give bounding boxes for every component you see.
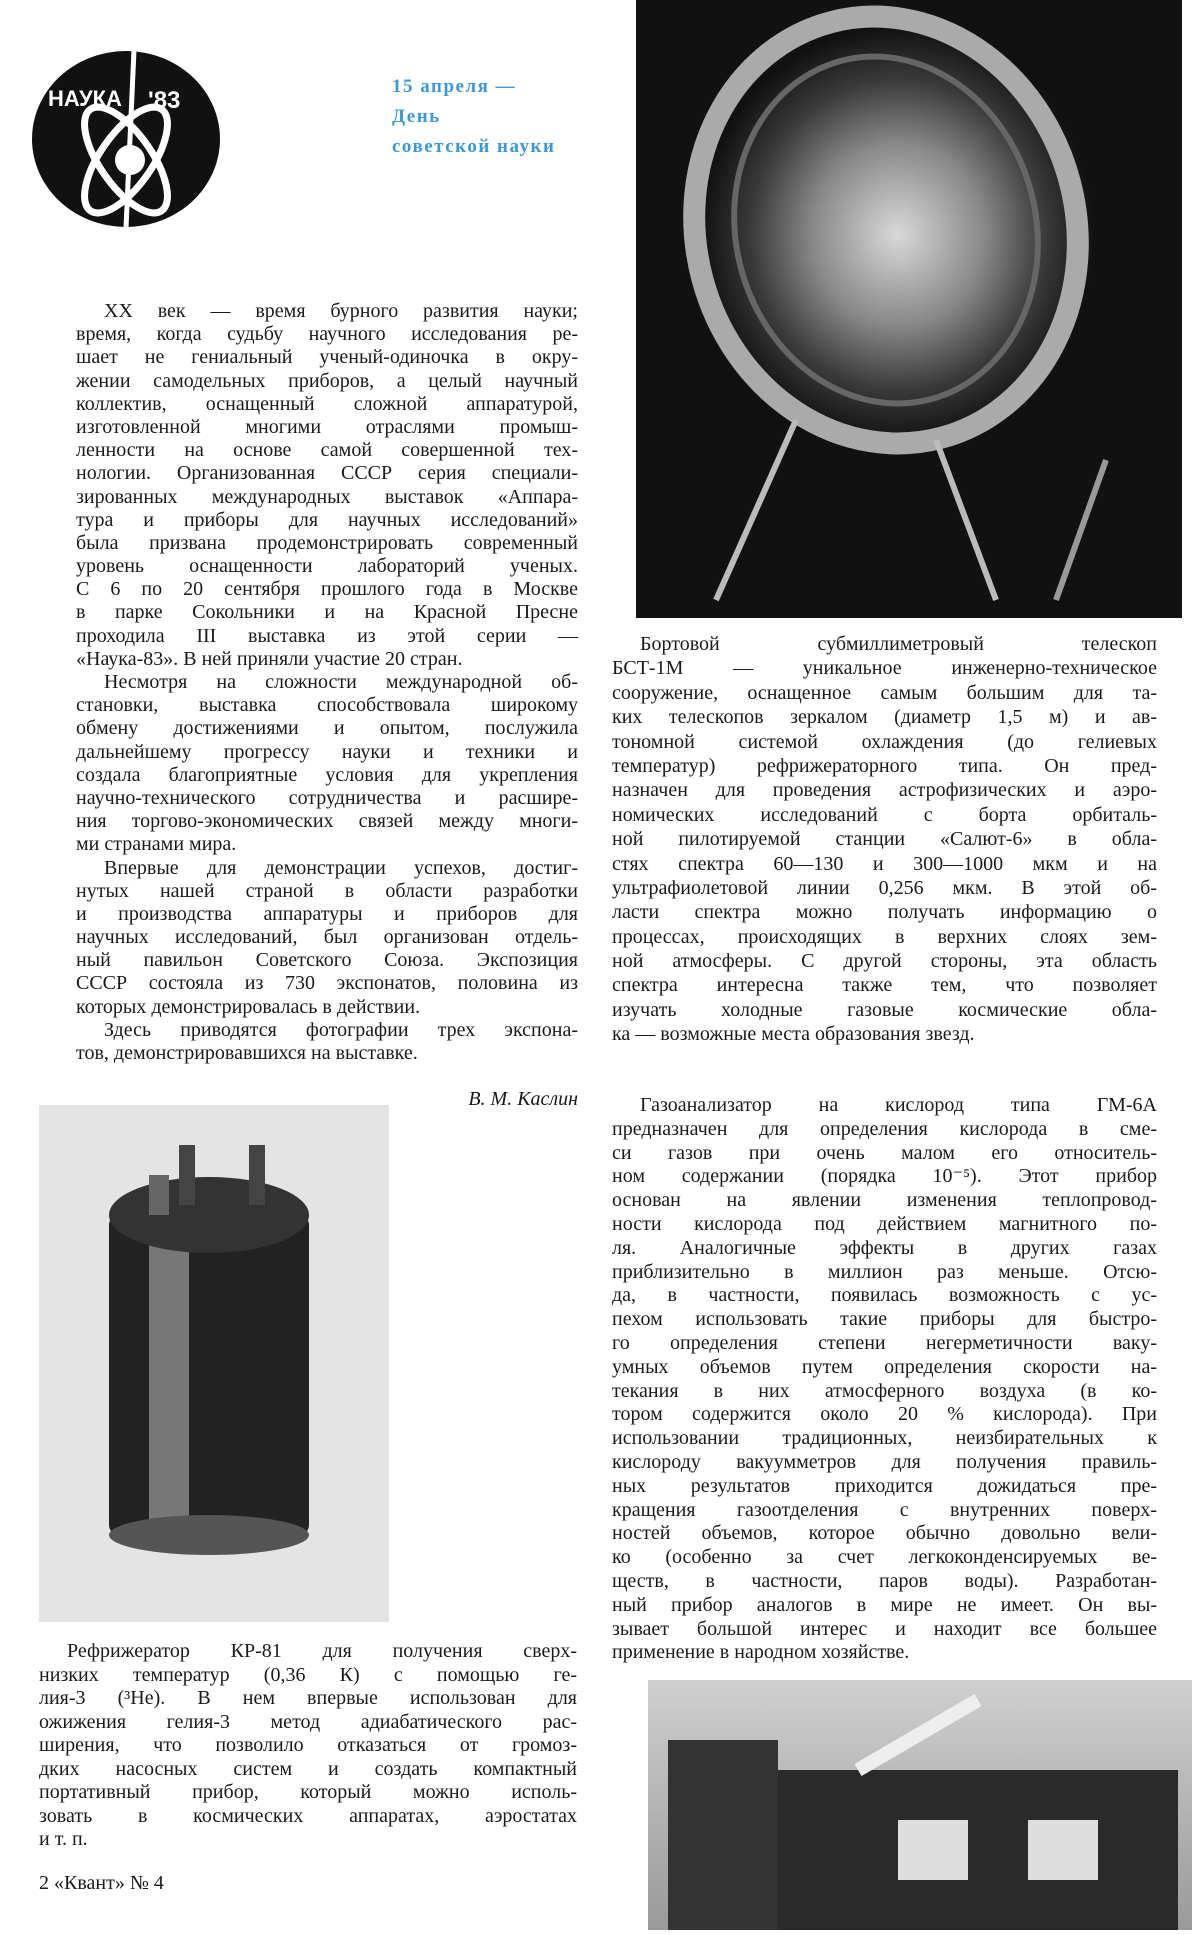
text-line: основан на явлении изменения теплопровод- [612,1189,1157,1212]
text-line: ния торгово-экономических связей между многи- [76,810,578,833]
text-line: XX век — время бурного развития науки; [104,300,578,322]
text-line: ном содержании (порядка 10⁻⁵). Этот прибор [612,1165,1157,1188]
gas-analyzer-photo [648,1680,1192,1930]
text-line: ми странами мира. [76,833,237,856]
text-line: тура и приборы для научных исследований» [76,508,578,531]
text-line: и т. п. [39,1828,88,1850]
text-line: стях спектра 60—130 и 300—1000 мкм и на [612,852,1157,875]
date-line: советской науки [392,136,556,157]
text-line: пехом использовать такие приборы для быстро- [612,1308,1157,1331]
text-line: шает не гениальный ученый-одиночка в окру- [76,346,578,369]
text-line: тором содержится около 20 % кислорода). При [612,1403,1157,1426]
text-line: тов, демонстрировавшихся на выставке. [76,1042,418,1064]
text-line: ществ, в частности, паров воды). Разработан- [612,1569,1157,1592]
text-line: низких температур (0,36 К) с помощью ге- [39,1663,577,1686]
text-line: нутых нашей страной в области разработки [76,879,578,902]
text-line: портативный прибор, который можно исполь- [39,1781,577,1803]
svg-text:'83: '83 [148,87,181,114]
text-line: ностей объемов, которое обычно довольно вели- [612,1522,1157,1545]
text-line: си газов при очень малом его относитель- [612,1141,1157,1164]
text-line: уровень оснащенности лабораторий ученых. [76,555,578,578]
text-line: научно-технического сотрудничества и расшире- [76,786,578,809]
text-line: становки, выставка способствовала широкому [76,694,578,717]
text-line: Рефрижератор КР-81 для получения сверх- [67,1640,577,1662]
text-line: процессах, происходящих в верхних слоях зем- [612,925,1157,948]
text-line: Несмотря на сложности международной об- [104,671,578,693]
text-line: время, когда судьбу научного исследования ре- [76,323,578,346]
nauka-83-logo [30,50,222,228]
text-line: создала благоприятные условия для укрепления [76,763,578,786]
text-line: обмену достижениями и опытом, послужила [76,717,578,740]
text-line: и производства аппаратуры и приборов для [76,902,578,925]
text-line: научных исследований, был организован отдель- [76,926,578,949]
text-line: Впервые для демонстрации успехов, достиг- [104,856,578,879]
text-line: температур) рефрижераторного типа. Он пред- [612,754,1157,777]
text-line: жении самодельных приборов, а целый научный [76,369,578,392]
text-line: ной атмосферы. С другой стороны, эта область [612,950,1157,973]
text-line: ных результатов приходится дожидаться пре- [612,1474,1157,1497]
text-line: была призвана продемонстрировать современный [76,531,578,554]
text-line: назначен для проведения астрофизических и аэро- [612,779,1157,802]
text-line: лия-3 (³He). В нем впервые использован для [39,1687,577,1709]
page-footer: 2 «Квант» № 4 [39,1872,164,1894]
text-line: номических исследований с борта орбиталь- [612,803,1157,826]
text-line: БСТ-1М — уникальное инженерно-техническое [612,657,1157,680]
telescope-caption [612,632,1157,1047]
date-line: День [392,106,441,127]
text-line: коллектив, оснащенный сложной аппаратурой, [76,392,578,415]
text-line: го определения степени негерметичности ваку- [612,1331,1157,1354]
text-line: Здесь приводятся фотографии трех экспона- [104,1018,578,1041]
text-line: дких насосных систем и создать компактный [39,1757,577,1780]
text-line: С 6 по 20 сентября прошлого года в Москве [76,578,578,601]
text-line: текания в них атмосферного воздуха (в ко- [612,1379,1157,1402]
text-line: ка — возможные места образования звезд. [612,1023,975,1046]
text-line: зывает большой интерес и находит все большее [612,1617,1157,1640]
text-line: тономной системой охлаждения (до гелиевых [612,730,1157,753]
text-line: сооружение, оснащенное самым большим для та- [612,681,1157,704]
author-signature: В. М. Каслин [468,1088,578,1110]
text-line: спектра интересна также тем, что позволяет [612,974,1157,997]
text-line: изготовленной многими отраслями промыш- [76,415,578,438]
text-line: зированных международных выставок «Аппара- [76,485,578,508]
text-line: ожижения гелия-3 метод адиабатического рас- [39,1710,577,1733]
text-line: да, в частности, появилась возможность с ус- [612,1284,1157,1307]
text-line: «Наука-83». В ней приняли участие 20 стран. [76,647,463,670]
text-line: умных объемов путем определения скорости на- [612,1355,1157,1378]
text-line: применение в народном хозяйстве. [612,1641,910,1664]
text-line: ный прибор аналогов в мире не имеет. Он вы- [612,1593,1157,1616]
intro-article-text [76,300,578,1065]
refrigerator-photo [39,1105,389,1622]
text-line: ной пилотируемой станции «Салют-6» в обла- [612,828,1157,851]
text-line: использовании традиционных, неизбирательных к [612,1427,1157,1450]
text-line: ких телескопов зеркалом (диаметр 1,5 м) и ав- [612,706,1157,729]
science-day-note [392,72,555,162]
text-line: СССР состояла из 730 экспонатов, половина из [76,972,578,995]
text-line: Газоанализатор на кислород типа ГМ-6А [640,1094,1157,1116]
text-line: ности кислорода под действием магнитного по- [612,1212,1157,1235]
text-line: ко (особенно за счет легкоконденсируемых ве- [612,1546,1157,1569]
text-line: проходила III выставка из этой серии — [76,624,578,647]
text-line: ленности на основе самой совершенной тех- [76,439,578,462]
telescope-photo [636,0,1182,618]
text-line: ля. Аналогичные эффекты в других газах [612,1236,1157,1259]
text-line: ультрафиолетовой линии 0,256 мкм. В этой об- [612,876,1157,899]
text-line: нологии. Организованная СССР серия специали- [76,462,578,485]
text-line: которых демонстрировалась в действии. [76,995,421,1018]
text-line: зовать в космических аппаратах, аэростатах [39,1804,577,1827]
text-line: изучать холодные газовые космические обла- [612,998,1157,1021]
text-line: ласти спектра можно получать информацию о [612,901,1157,924]
text-line: дальнейшему прогрессу науки и техники и [76,740,578,763]
text-line: предназначен для определения кислорода в сме- [612,1117,1157,1140]
date-line: 15 апреля — [392,76,517,97]
svg-text:НАУКА: НАУКА [48,86,122,111]
text-line: ширения, что позволило отказаться от громоз- [39,1734,577,1756]
refrigerator-caption [39,1640,577,1852]
text-line: в парке Сокольники и на Красной Пресне [76,601,578,624]
gas-analyzer-text [612,1094,1157,1665]
text-line: кислороду вакуумметров для получения правиль- [612,1450,1157,1473]
text-line: Бортовой субмиллиметровый телескоп [640,633,1157,655]
text-line: ный павильон Советского Союза. Экспозиция [76,949,578,972]
text-line: приблизительно в миллион раз меньше. Отсю- [612,1260,1157,1283]
text-line: кращения газоотделения с внутренних поверх- [612,1498,1157,1521]
